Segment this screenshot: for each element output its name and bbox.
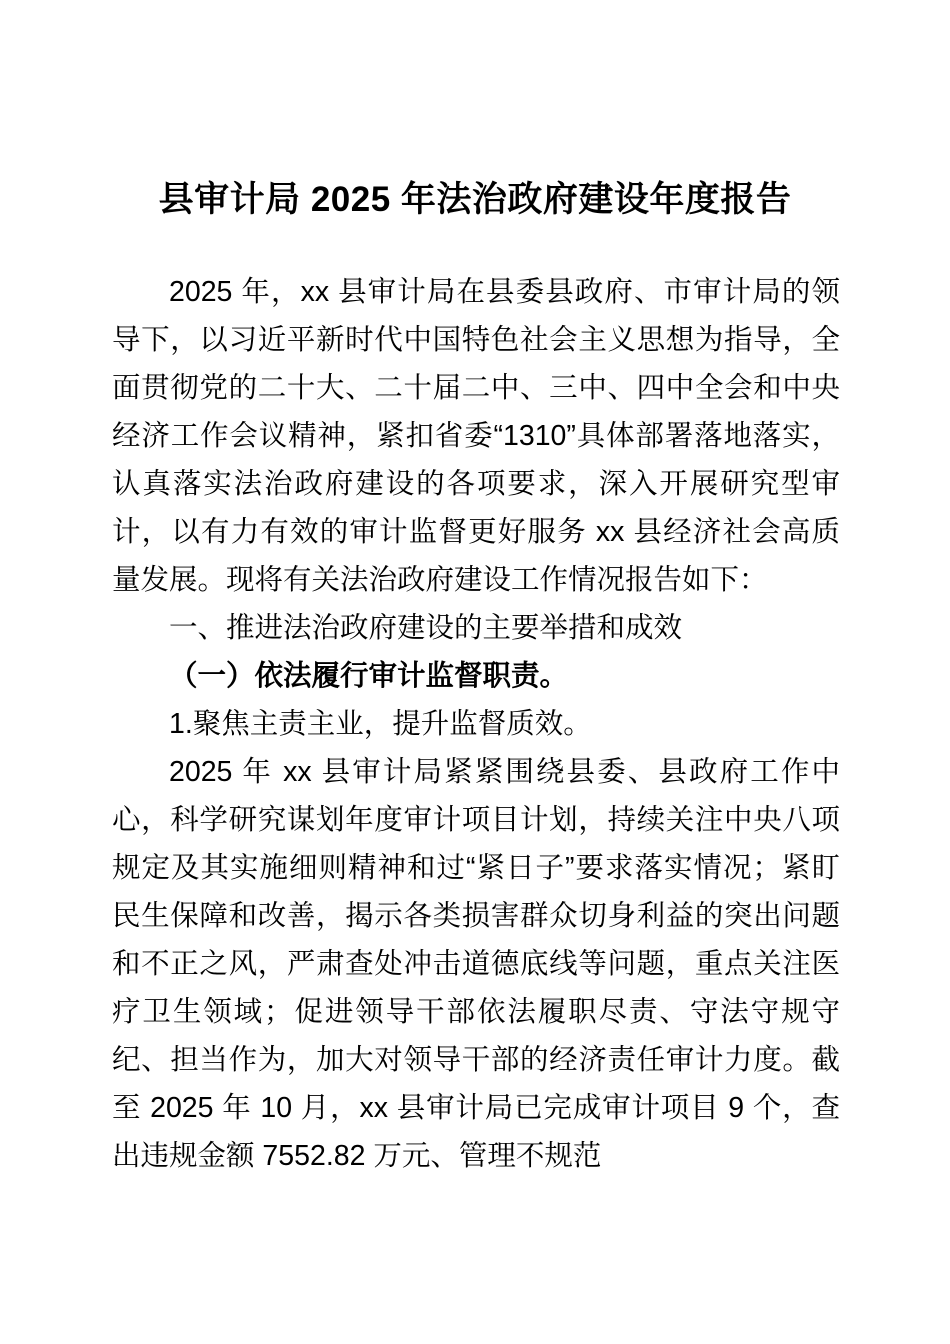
intro-paragraph: 2025 年，xx 县审计局在县委县政府、市审计局的领导下，以习近平新时代中国特色社会主义思想为指导，全面贯彻党的二十大、二十届二中、三中、四中全会和中央经济工作会议精神，紧扣省委“1310”具体部署落地落实，认真落实法治政府建设的各项要求，深入开展研究型审计，以有力有效的审计监督更好服务 xx 县经济社会高质量发展。现将有关法治政府建设工作情况报告如下： <box>112 276 840 596</box>
page-title: 县审计局 2025 年法治政府建设年度报告 <box>158 180 792 219</box>
section-one-heading: 一、推进法治政府建设的主要举措和成效 <box>169 612 683 644</box>
document-body <box>112 268 840 1180</box>
subsection-one-heading: （一）依法履行审计监督职责。 <box>169 660 569 692</box>
item-one-body: 2025 年 xx 县审计局紧紧围绕县委、县政府工作中心，科学研究谋划年度审计项目计划，持续关注中央八项规定及其实施细则精神和过“紧日子”要求落实情况；紧盯民生保障和改善，揭示各类损害群众切身利益的突出问题和不正之风，严肃查处冲击道德底线等问题，重点关注医疗卫生领域；促进领导干部依法履职尽责、守法守规守纪、担当作为，加大对领导干部的经济责任审计力度。截至 2025 年 10 月，xx 县审计局已完成审计项目 9 个，查出违规金额 7552.82 万元、管理不规范 <box>112 756 840 1172</box>
item-one-heading: 1.聚焦主责主业，提升监督质效。 <box>169 708 592 740</box>
